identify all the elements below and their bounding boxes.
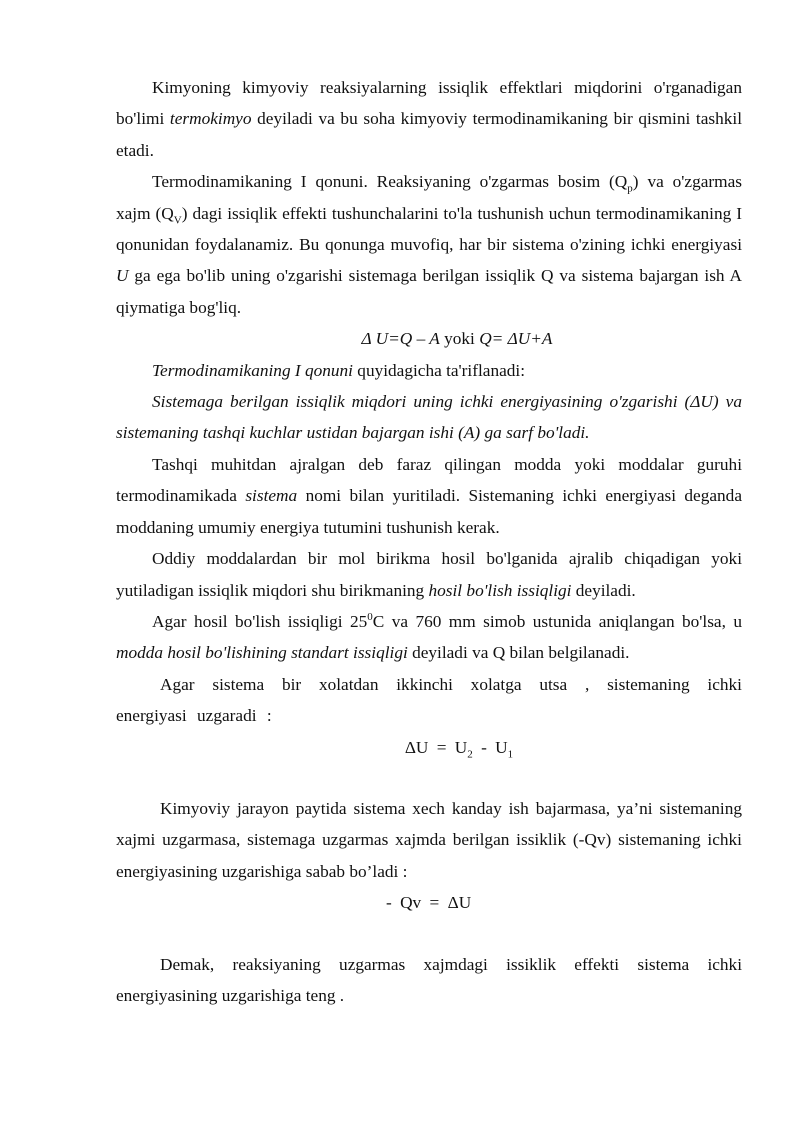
- formula-part: - Qv = ΔU: [386, 893, 472, 913]
- paragraph-first-law: [116, 166, 742, 323]
- paragraph-constant-volume: [116, 793, 742, 887]
- spacer: [116, 763, 742, 793]
- text: Kimyoning kimyoviy reaksiyalarning issiqlik effektlari miqdorini o'rganadigan bo'limi: [116, 78, 742, 129]
- text: C va 760 mm simob ustunida aniqlangan bo'lsa, u: [372, 611, 742, 631]
- paragraph-law-definition: [116, 386, 742, 449]
- text: Agar sistema bir xolatdan ikkinchi xolatga utsa , sistemaning ichki energiyasi uzgaradi :: [116, 674, 742, 726]
- term-sistema: sistema: [245, 486, 298, 506]
- superscript-degree: 0: [367, 611, 373, 624]
- formula-internal-energy: [116, 732, 742, 763]
- formula-qv: [116, 887, 742, 918]
- text: deyiladi va bu soha kimyoviy termodinamikaning bir qismini tashkil etadi.: [116, 109, 743, 160]
- paragraph-law-intro: [116, 355, 742, 386]
- spacer: [116, 919, 742, 949]
- term-standard-heat: modda hosil bo'lishining standart issiqligi: [116, 643, 408, 663]
- term-first-law: Termodinamikaning I qonuni: [152, 360, 353, 380]
- law-definition: Sistemaga berilgan issiqlik miqdori uning ichki energiyasining o'zgarishi (ΔU) va sistemaning tashqi kuchlar ustidan bajargan ishi (A) ga sarf bo'ladi.: [116, 392, 742, 443]
- paragraph-termokimyo: [116, 72, 742, 166]
- formula-first-law: [116, 323, 742, 354]
- symbol-u: U: [116, 266, 129, 286]
- text: quyidagicha ta'riflanadi:: [352, 360, 526, 380]
- paragraph-conclusion: [116, 949, 742, 1012]
- formula-right: Q= ΔU+A: [479, 329, 553, 349]
- text: Agar hosil bo'lish issiqligi 25: [152, 611, 368, 631]
- subscript-v: V: [173, 214, 182, 227]
- document-page: [116, 72, 742, 1011]
- text: ) dagi issiqlik effekti tushunchalarini to'la tushunish uchun termodinamikaning I qonunidan foydalanamiz. Bu qonunga muvofiq, har bir sistema o'zining ichki energiyasi: [116, 203, 742, 255]
- text: ga ega bo'lib uning o'zgarishi sistemaga berilgan issiqlik Q va sistema bajargan ish A qiymatiga bog'liq.: [116, 266, 742, 317]
- text: ) va o'zgarmas xajm (Q: [116, 172, 742, 223]
- paragraph-state-change: [116, 669, 742, 732]
- paragraph-standard-heat: [116, 606, 742, 669]
- text: Oddiy moddalardan bir mol birikma hosil bo'lganida ajralib chiqadigan yoki yutiladigan issiqlik miqdori shu birikmaning: [116, 549, 742, 600]
- text: nomi bilan yuritiladi. Sistemaning ichki energiyasi deganda moddaning umumiy energiya tutumini tushunish kerak.: [116, 486, 742, 537]
- term-formation-heat: hosil bo'lish issiqligi: [428, 580, 572, 600]
- text: Tashqi muhitdan ajralgan deb faraz qilingan modda yoki moddalar guruhi termodinamikada: [116, 454, 742, 506]
- subscript-p: p: [627, 182, 633, 195]
- text: deyiladi va Q bilan belgilanadi.: [407, 643, 630, 663]
- text: Kimyoviy jarayon paytida sistema xech kanday ish bajarmasa, ya’ni sistemaning xajmi uzgarmasa, sistemaga uzgarmas xajmda berilgan issiklik (-Qv) sistemaning ichki energiyasining uzgarishiga sabab bo’ladi :: [116, 798, 742, 881]
- paragraph-sistema: [116, 449, 742, 543]
- formula-part: ΔU = U: [404, 737, 468, 757]
- subscript-1: 1: [507, 747, 514, 760]
- subscript-2: 2: [467, 747, 473, 760]
- formula-part: - U: [472, 737, 508, 757]
- paragraph-formation-heat: [116, 543, 742, 606]
- text: Termodinamikaning I qonuni. Reaksiyaning o'zgarmas bosim (Q: [152, 172, 628, 192]
- term-termokimyo: termokimyo: [169, 109, 252, 129]
- formula-left: Δ U=Q – A: [361, 329, 440, 349]
- formula-connector: yoki: [439, 329, 480, 349]
- text: Demak, reaksiyaning uzgarmas xajmdagi issiklik effekti sistema ichki energiyasining uzgarishiga teng .: [116, 954, 742, 1005]
- text: deyiladi.: [571, 580, 636, 600]
